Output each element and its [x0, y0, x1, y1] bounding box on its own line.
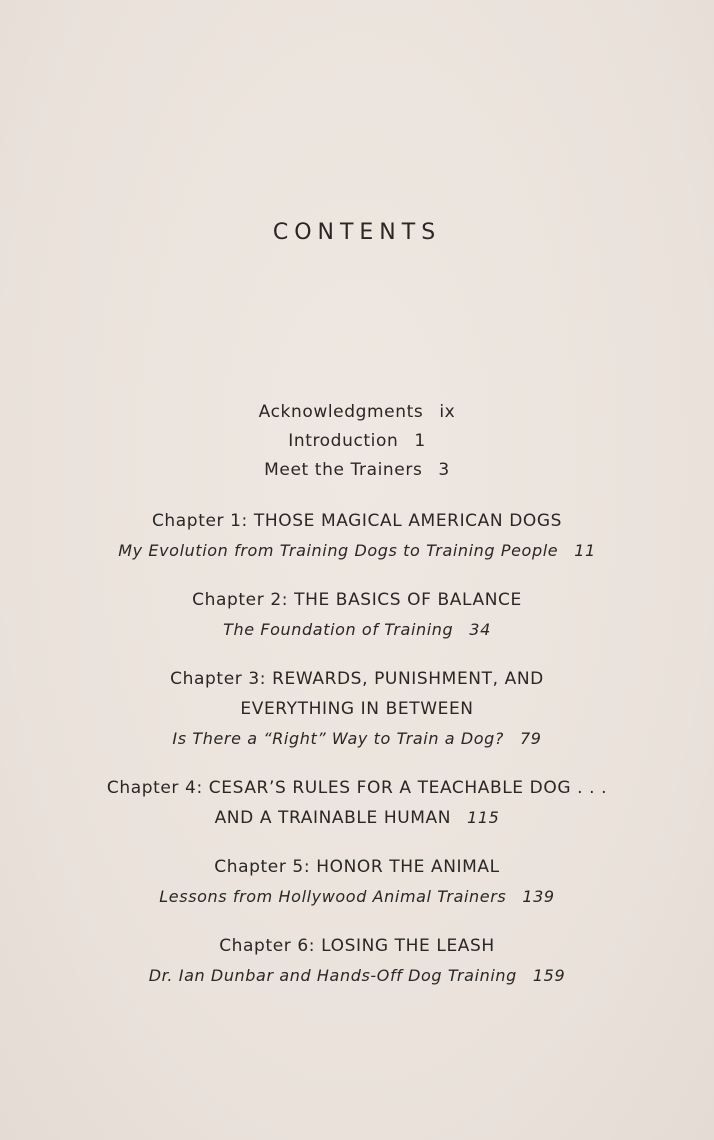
chapter-subtitle: My Evolution from Training Dogs to Training People	[118, 541, 559, 560]
toc-page-number: 1	[414, 431, 426, 451]
chapter-4-title-continued	[0, 808, 714, 828]
toc-page-number: 159	[532, 966, 566, 985]
chapter-2-title	[0, 590, 714, 610]
toc-page-number: 115	[467, 808, 500, 827]
toc-page-number: 139	[522, 887, 555, 906]
chapter-title: EVERYTHING IN BETWEEN	[240, 699, 474, 719]
chapter-label: Chapter 4:	[106, 778, 203, 798]
chapter-label: Chapter 6:	[219, 936, 316, 956]
toc-entry-introduction	[0, 431, 714, 451]
chapter-3-title-continued	[0, 699, 714, 719]
chapter-title: THE BASICS OF BALANCE	[294, 590, 522, 610]
chapter-2-subtitle	[0, 620, 714, 639]
chapter-subtitle: Dr. Ian Dunbar and Hands-Off Dog Training	[148, 966, 517, 985]
chapter-5-title	[0, 857, 714, 877]
page-title: CONTENTS	[272, 220, 442, 245]
chapter-title: HONOR THE ANIMAL	[316, 857, 500, 877]
chapter-subtitle: The Foundation of Training	[223, 620, 454, 639]
chapter-label: Chapter 5:	[214, 857, 311, 877]
chapter-1-title	[0, 511, 714, 531]
chapter-label: Chapter 3:	[170, 669, 267, 689]
toc-entry-meet-the-trainers	[0, 460, 714, 480]
chapter-title: CESAR’S RULES FOR A TEACHABLE DOG . . .	[208, 778, 608, 798]
chapter-title: THOSE MAGICAL AMERICAN DOGS	[253, 511, 563, 531]
chapter-1-subtitle	[0, 541, 714, 560]
chapter-title: LOSING THE LEASH	[321, 936, 495, 956]
toc-page-number: 34	[469, 620, 491, 639]
toc-page-number: 79	[520, 729, 542, 748]
chapter-3-title	[0, 669, 714, 689]
chapter-6-title	[0, 936, 714, 956]
chapter-3-subtitle	[0, 729, 714, 748]
chapter-5-subtitle	[0, 887, 714, 906]
chapter-6-subtitle	[0, 966, 714, 985]
toc-entry-title: Acknowledgments	[258, 402, 424, 422]
chapter-label: Chapter 2:	[192, 590, 289, 610]
toc-page-number: 3	[438, 460, 450, 480]
chapter-label: Chapter 1:	[151, 511, 248, 531]
chapter-title: REWARDS, PUNISHMENT, AND	[272, 669, 544, 689]
toc-page-number: ix	[439, 402, 456, 422]
chapter-subtitle: Is There a “Right” Way to Train a Dog?	[172, 729, 505, 748]
chapter-title: AND A TRAINABLE HUMAN	[214, 808, 452, 828]
chapter-4-title	[0, 778, 714, 798]
toc-entry-title: Introduction	[288, 431, 399, 451]
toc-entry-title: Meet the Trainers	[264, 460, 423, 480]
toc-page-number: 11	[574, 541, 596, 560]
toc-entry-acknowledgments	[0, 402, 714, 422]
chapter-subtitle: Lessons from Hollywood Animal Trainers	[159, 887, 507, 906]
